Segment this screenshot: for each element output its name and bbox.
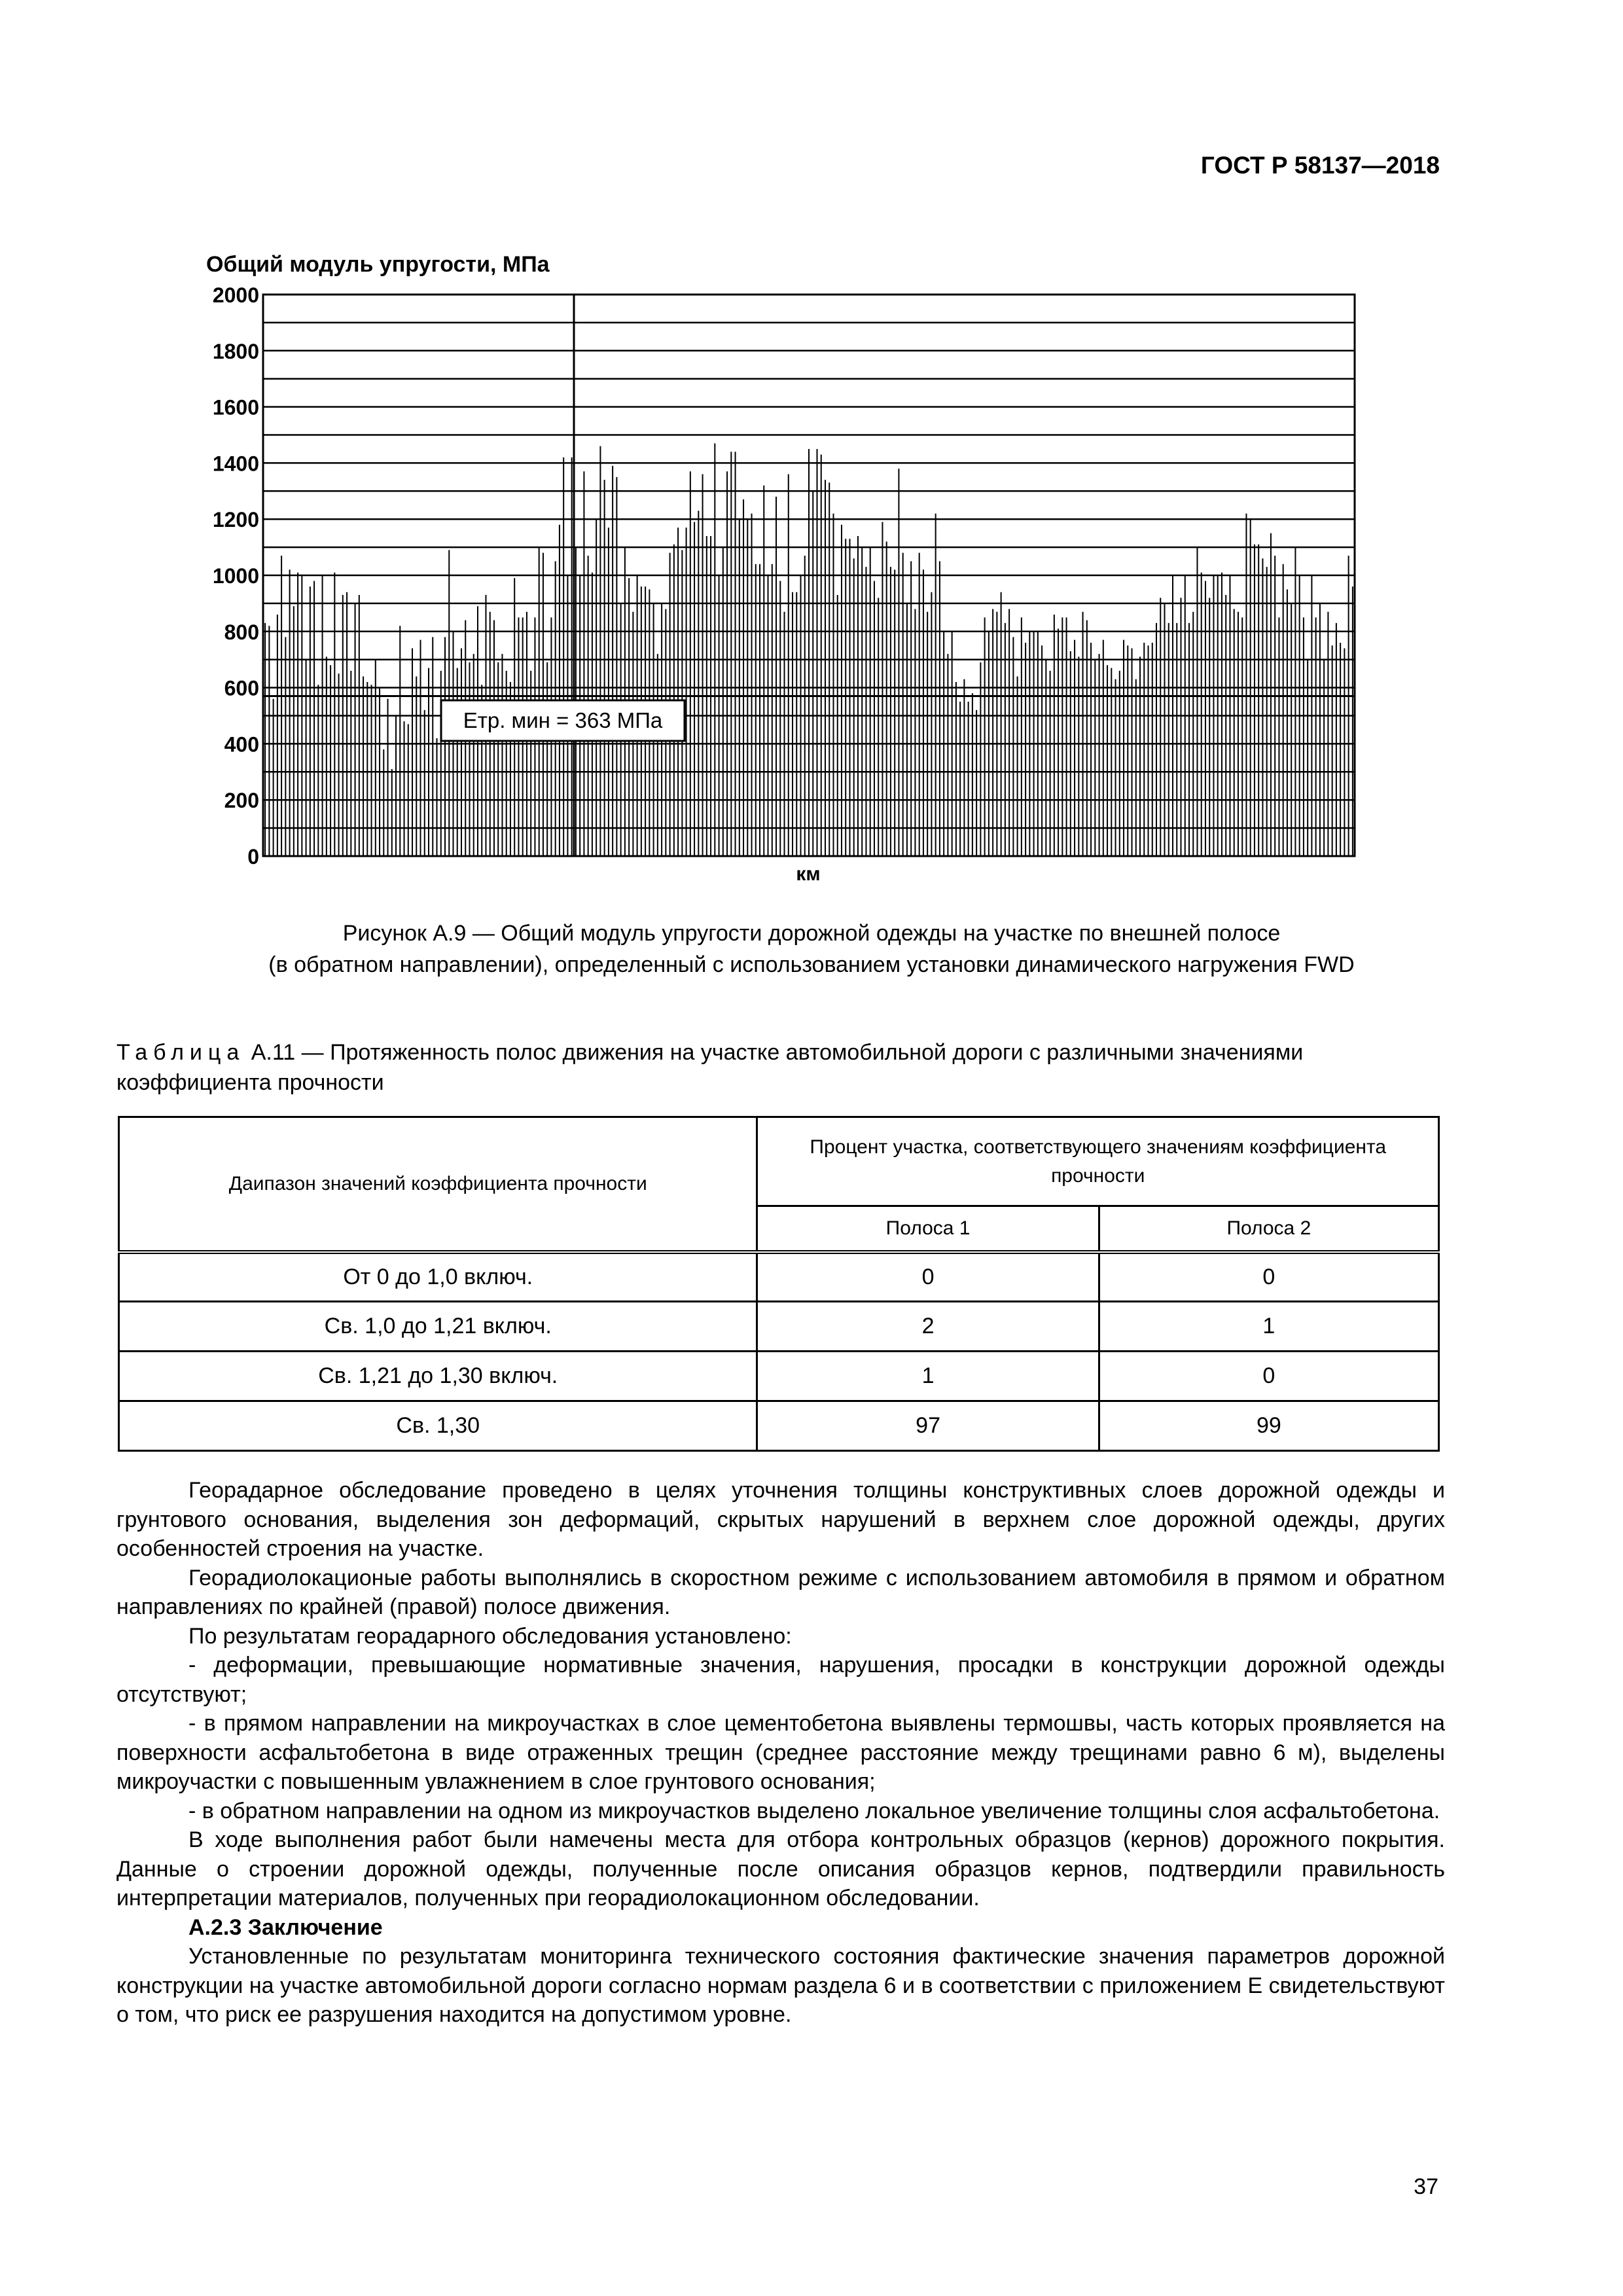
body-text: [116, 1476, 1445, 2030]
table-cell-lane1: 1: [757, 1352, 1099, 1401]
table-cell-range: Св. 1,0 до 1,21 включ.: [119, 1302, 757, 1352]
list-item: - в обратном направлении на одном из микроучастков выделено локальное увеличение толщины слоя асфальтобетона.: [188, 1798, 1440, 1823]
table-title: [116, 1037, 1445, 1098]
header-lane1: Полоса 1: [757, 1206, 1099, 1252]
table-cell-range: От 0 до 1,0 включ.: [119, 1252, 757, 1302]
table-cell-lane2: 99: [1099, 1401, 1438, 1451]
table-cell-lane2: 1: [1099, 1302, 1438, 1352]
paragraph: Георадарное обследование проведено в целях уточнения толщины конструктивных слоев дорожной одежды и грунтового основания, выделения зон деформаций, скрытых нарушений в верхнем слое дорожной одежды, других особенностей строения на участке.: [116, 1478, 1445, 1561]
paragraph: По результатам георадарного обследования установлено:: [188, 1623, 792, 1649]
table-cell-lane1: 2: [757, 1302, 1099, 1352]
y-tick-label: 1000: [212, 564, 259, 588]
y-tick-label: 1800: [212, 339, 259, 363]
document-code: ГОСТ Р 58137—2018: [1200, 152, 1440, 179]
figure-caption-line2: (в обратном направлении), определенный с использованием установки динамического нагружения FWD: [268, 952, 1355, 977]
table-cell-range: Св. 1,21 до 1,30 включ.: [119, 1352, 757, 1401]
strength-table: [118, 1116, 1440, 1452]
table-cell-lane2: 0: [1099, 1252, 1438, 1302]
y-tick-label: 0: [247, 845, 259, 869]
y-tick-label: 1600: [212, 395, 259, 420]
y-tick-label: 200: [224, 789, 259, 813]
section-heading: А.2.3 Заключение: [188, 1914, 383, 1940]
table-cell-lane2: 0: [1099, 1352, 1438, 1401]
table-title-rest: А.11 — Протяженность полос движения на участке автомобильной дороги с различными значениями: [245, 1040, 1304, 1065]
y-tick-label: 600: [224, 676, 259, 700]
threshold-label-box: [441, 700, 685, 741]
table-cell-lane1: 0: [757, 1252, 1099, 1302]
page-number: 37: [1414, 2174, 1438, 2199]
y-tick-label: 800: [224, 620, 259, 644]
list-item: - деформации, превышающие нормативные значения, нарушения, просадки в конструкции дорожной одежды отсутствуют;: [116, 1653, 1445, 1707]
chart-ylabel: Общий модуль упругости, МПа: [206, 252, 550, 277]
paragraph: Установленные по результатам мониторинга технического состояния фактические значения параметров дорожной конструкции на участке автомобильной дороги согласно нормам раздела 6 и в соответствии с приложением Е свидетельствуют о том, что риск ее разрушения находится на допустимом уровне.: [116, 1944, 1445, 2027]
threshold-label: Етр. мин = 363 МПа: [463, 708, 663, 732]
table-title-label: Таблица: [116, 1040, 245, 1065]
list-item: - в прямом направлении на микроучастках в слое цементобетона выявлены термошвы, часть которых проявляется на поверхности асфальтобетона в виде отраженных трещин (среднее расстояние между трещинами равно 6 м), выделены микроучастки с повышенным увлажнением в слое грунтового основания;: [116, 1711, 1445, 1794]
y-tick-label: 1400: [212, 452, 259, 476]
chart-xlabel: км: [796, 863, 821, 885]
chart-yticks: [213, 283, 259, 869]
y-tick-label: 1200: [212, 508, 259, 532]
y-tick-label: 400: [224, 732, 259, 757]
table-title-line2: коэффициента прочности: [116, 1070, 384, 1095]
header-lane2: Полоса 2: [1099, 1206, 1438, 1252]
header-percent: Процент участка, соответствующего значениям коэффициента прочности: [757, 1117, 1439, 1206]
figure-caption-line1: Рисунок А.9 — Общий модуль упругости дорожной одежды на участке по внешней полосе: [342, 921, 1281, 946]
modulus-chart: [183, 242, 1361, 890]
paragraph: В ходе выполнения работ были намечены места для отбора контрольных образцов (кернов) дорожного покрытия. Данные о строении дорожной одежды, полученные после описания образцов кернов, подтвердили правильность интерпретации материалов, полученных при георадиолокационном обследовании.: [116, 1827, 1445, 1910]
y-tick-label: 2000: [212, 283, 259, 307]
header-range: Даипазон значений коэффициента прочности: [119, 1117, 757, 1252]
paragraph: Георадиолокационые работы выполнялись в скоростном режиме с использованием автомобиля в прямом и обратном направлениях по крайней (правой) полосе движения.: [116, 1565, 1445, 1619]
table-cell-lane1: 97: [757, 1401, 1099, 1451]
table-cell-range: Св. 1,30: [119, 1401, 757, 1451]
